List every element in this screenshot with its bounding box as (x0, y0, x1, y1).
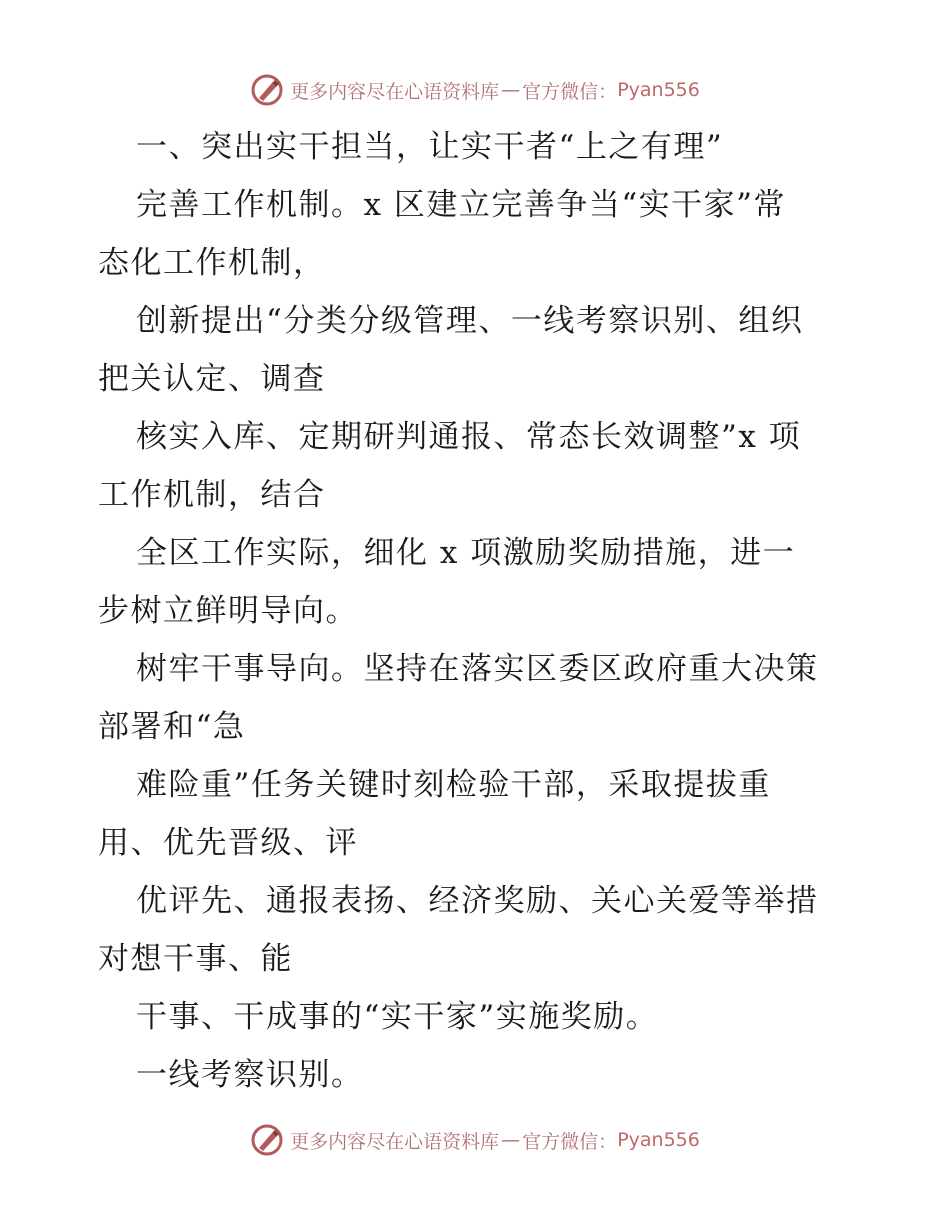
document-body (98, 118, 858, 1104)
watermark-footer (0, 1120, 950, 1160)
body-line: 树牢干事导向。坚持在落实区委区政府重大决策 (136, 651, 819, 687)
body-line: 全区工作实际，细化 x 项激励奖励措施，进一 (136, 535, 796, 571)
watermark-wechat-id: Pyan556 (617, 1129, 700, 1151)
body-line: 对想干事、能 (98, 941, 293, 977)
watermark-separator: — (501, 1129, 521, 1151)
body-line: 干事、干成事的“实干家”实施奖励。 (136, 999, 659, 1035)
watermark-text: 更多内容尽在心语资料库 (290, 1130, 500, 1153)
body-line: 优评先、通报表扬、经济奖励、关心关爱等举措 (136, 883, 819, 919)
watermark-text: 更多内容尽在心语资料库 (290, 80, 500, 103)
body-line: 完善工作机制。x 区建立完善争当“实干家”常 (136, 187, 787, 223)
watermark-label: 官方微信： (522, 1130, 618, 1153)
watermark-separator: — (501, 79, 521, 101)
pen-circle-logo-icon (250, 1123, 284, 1157)
body-line: 步树立鲜明导向。 (98, 593, 358, 629)
body-line: 创新提出“分类分级管理、一线考察识别、组织 (136, 303, 804, 339)
body-line: 核实入库、定期研判通报、常态长效调整”x 项 (136, 419, 802, 455)
watermark-label: 官方微信： (522, 80, 618, 103)
body-line: 态化工作机制， (98, 245, 326, 281)
body-line: 难险重”任务关键时刻检验干部，采取提拔重 (136, 767, 771, 803)
section-heading: 一、突出实干担当，让实干者“上之有理” (136, 129, 724, 165)
pen-circle-logo-icon (250, 73, 284, 107)
body-line: 把关认定、调查 (98, 361, 326, 397)
watermark-wechat-id: Pyan556 (617, 79, 700, 101)
body-line: 一线考察识别。 (136, 1057, 364, 1093)
body-line: 工作机制，结合 (98, 477, 326, 513)
body-line: 部署和“急 (98, 709, 246, 745)
body-line: 用、优先晋级、评 (98, 825, 358, 861)
watermark-header (0, 70, 950, 110)
